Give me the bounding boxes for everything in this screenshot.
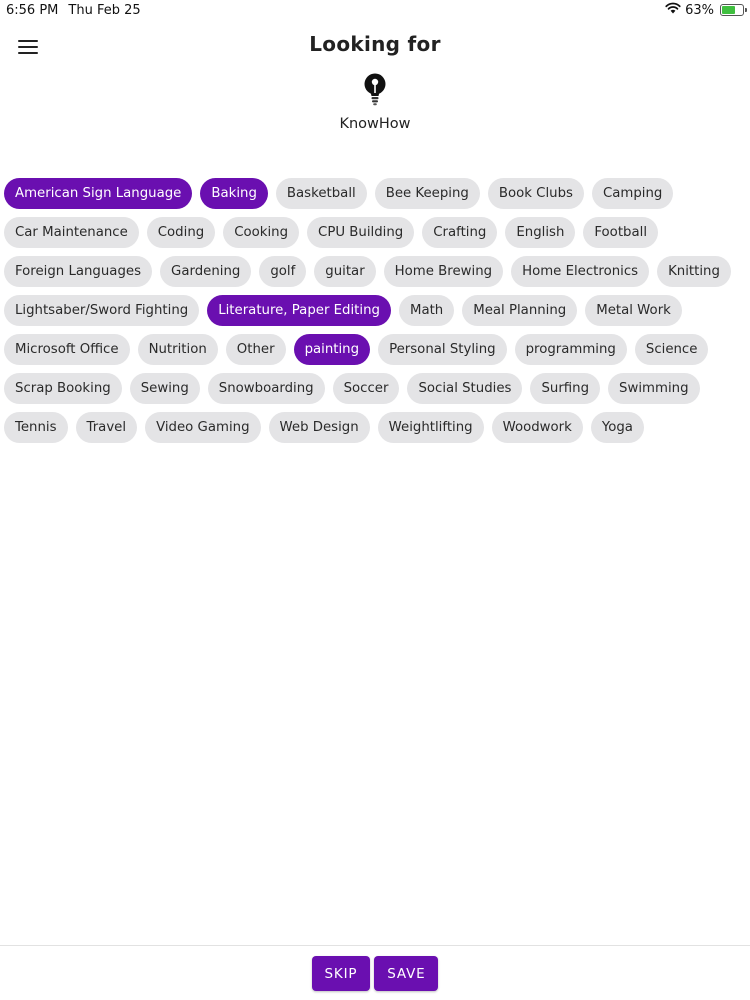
bottom-divider — [0, 945, 750, 946]
interest-chip[interactable]: Snowboarding — [208, 373, 325, 404]
interest-chip[interactable]: Weightlifting — [378, 412, 484, 443]
status-left — [6, 3, 141, 18]
interest-chip[interactable]: Surfing — [530, 373, 600, 404]
status-time: 6:56 PM — [6, 2, 59, 18]
interest-chip[interactable]: Video Gaming — [145, 412, 260, 443]
interest-chip[interactable]: CPU Building — [307, 217, 414, 248]
interest-chip[interactable]: guitar — [314, 256, 375, 287]
battery-icon — [720, 4, 744, 16]
lightbulb-logo-icon — [362, 72, 388, 106]
interest-chip[interactable]: Foreign Languages — [4, 256, 152, 287]
status-bar — [0, 0, 750, 20]
interest-chip[interactable]: Science — [635, 334, 709, 365]
interest-chip[interactable]: Other — [226, 334, 286, 365]
app-name: KnowHow — [339, 116, 411, 132]
interest-chip[interactable]: Knitting — [657, 256, 731, 287]
page-title: Looking for — [309, 32, 441, 56]
interest-chip[interactable]: Microsoft Office — [4, 334, 130, 365]
battery-fill — [722, 6, 735, 14]
interest-chip[interactable]: Book Clubs — [488, 178, 584, 209]
interest-chip[interactable]: Scrap Booking — [4, 373, 122, 404]
interest-chip[interactable]: Sewing — [130, 373, 200, 404]
interest-chip[interactable]: Meal Planning — [462, 295, 577, 326]
skip-button[interactable]: SKIP — [312, 956, 371, 991]
interest-chip[interactable]: Bee Keeping — [375, 178, 480, 209]
interest-chip-list — [4, 178, 746, 443]
interest-chip[interactable]: golf — [259, 256, 306, 287]
action-bar — [0, 956, 750, 991]
interest-chip[interactable]: Car Maintenance — [4, 217, 139, 248]
interest-chip[interactable]: Metal Work — [585, 295, 682, 326]
interest-chip[interactable]: Travel — [76, 412, 138, 443]
status-right — [665, 2, 744, 18]
interest-chip[interactable]: Math — [399, 295, 454, 326]
interest-chip[interactable]: Social Studies — [407, 373, 522, 404]
interest-chip[interactable]: Cooking — [223, 217, 299, 248]
interest-chip[interactable]: Yoga — [591, 412, 644, 443]
interest-chip[interactable]: Basketball — [276, 178, 367, 209]
status-date: Thu Feb 25 — [68, 2, 141, 18]
interest-chip[interactable]: Web Design — [269, 412, 370, 443]
interest-chip[interactable]: Coding — [147, 217, 215, 248]
interest-chip[interactable]: Home Electronics — [511, 256, 649, 287]
interest-chip[interactable]: Woodwork — [492, 412, 583, 443]
wifi-icon — [665, 2, 681, 18]
interest-chip[interactable]: Camping — [592, 178, 673, 209]
interest-chip[interactable]: Football — [583, 217, 658, 248]
interest-chip[interactable]: Nutrition — [138, 334, 218, 365]
interest-chip[interactable]: painting — [294, 334, 371, 365]
interest-chip[interactable]: Swimming — [608, 373, 699, 404]
interest-chip[interactable]: English — [505, 217, 575, 248]
interest-chip[interactable]: Personal Styling — [378, 334, 507, 365]
interest-chip[interactable]: Gardening — [160, 256, 251, 287]
interest-chip[interactable]: American Sign Language — [4, 178, 192, 209]
save-button[interactable]: SAVE — [374, 956, 438, 991]
battery-percent: 63% — [685, 2, 714, 18]
interest-chip[interactable]: Home Brewing — [384, 256, 503, 287]
interest-chip[interactable]: Tennis — [4, 412, 68, 443]
interest-chip[interactable]: Crafting — [422, 217, 497, 248]
interest-chip[interactable]: Lightsaber/Sword Fighting — [4, 295, 199, 326]
interest-chip[interactable]: programming — [515, 334, 627, 365]
interest-chip[interactable]: Literature, Paper Editing — [207, 295, 391, 326]
interest-chip[interactable]: Soccer — [333, 373, 400, 404]
interest-chip[interactable]: Baking — [200, 178, 268, 209]
